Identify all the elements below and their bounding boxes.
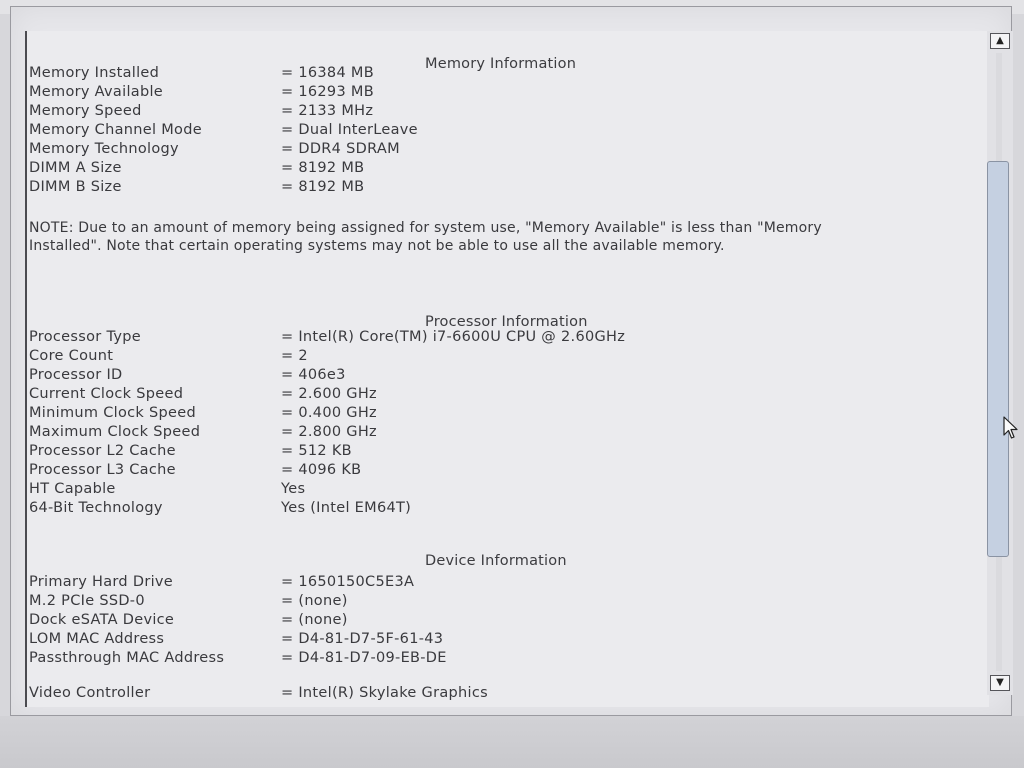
row-value: = (none) xyxy=(281,593,348,609)
row-label: Memory Speed xyxy=(29,103,142,119)
row-label: Processor L3 Cache xyxy=(29,462,176,478)
row-label: 64-Bit Technology xyxy=(29,500,163,516)
row-label: Maximum Clock Speed xyxy=(29,424,201,440)
row-value: = 8192 MB xyxy=(281,179,365,195)
row-label: Memory Technology xyxy=(29,141,179,157)
system-information-panel xyxy=(10,6,1012,716)
vertical-scrollbar[interactable] xyxy=(987,31,1013,695)
row-label: Core Count xyxy=(29,348,114,364)
row-value: = 16384 MB xyxy=(281,65,374,81)
row-value: = 16293 MB xyxy=(281,84,374,100)
row-value: = 4096 KB xyxy=(281,462,362,478)
row-value: = Intel(R) Skylake Graphics xyxy=(281,685,488,701)
row-label: Primary Hard Drive xyxy=(29,574,174,590)
memory-section-title: Memory Information xyxy=(425,56,577,72)
row-label: DIMM A Size xyxy=(29,160,122,176)
row-label: Processor ID xyxy=(29,367,123,383)
row-label: Processor Type xyxy=(29,329,141,345)
device-section-title: Device Information xyxy=(425,553,567,569)
row-value: = Intel(R) Core(TM) i7-6600U CPU @ 2.60GHz xyxy=(281,329,626,345)
row-value: = 8192 MB xyxy=(281,160,365,176)
row-value: = 512 KB xyxy=(281,443,352,459)
row-value: Yes (Intel EM64T) xyxy=(281,500,412,516)
row-value: = 2.800 GHz xyxy=(281,424,377,440)
row-value: = 1650150C5E3A xyxy=(281,574,415,590)
row-value: = Dual InterLeave xyxy=(281,122,418,138)
row-value: = 2 xyxy=(281,348,308,364)
row-label: DIMM B Size xyxy=(29,179,122,195)
row-value: = 2.600 GHz xyxy=(281,386,377,402)
content-area xyxy=(25,31,989,707)
screen-bottom-bezel xyxy=(0,716,1024,768)
row-label: Minimum Clock Speed xyxy=(29,405,196,421)
row-label: Dock eSATA Device xyxy=(29,612,175,628)
row-value: = 2133 MHz xyxy=(281,103,374,119)
scroll-thumb[interactable] xyxy=(987,161,1009,557)
scroll-down-button[interactable] xyxy=(990,675,1010,691)
row-label: Current Clock Speed xyxy=(29,386,184,402)
row-value: = D4-81-D7-09-EB-DE xyxy=(281,650,447,666)
row-value: = D4-81-D7-5F-61-43 xyxy=(281,631,444,647)
row-label: HT Capable xyxy=(29,481,116,497)
row-label: Passthrough MAC Address xyxy=(29,650,225,666)
row-value: Yes xyxy=(281,481,306,497)
row-value: = (none) xyxy=(281,612,348,628)
row-value: = 406e3 xyxy=(281,367,346,383)
row-label: Memory Available xyxy=(29,84,164,100)
row-label: LOM MAC Address xyxy=(29,631,165,647)
row-label: Memory Channel Mode xyxy=(29,122,202,138)
memory-note: NOTE: Due to an amount of memory being assigned for system use, "Memory Available" is less than "Memory Installed". Note that certain operating systems may not be able to use all the available memory. xyxy=(29,220,822,254)
arrow-down-icon: ▼ xyxy=(996,677,1004,688)
row-label: Video Controller xyxy=(29,685,151,701)
row-value: = DDR4 SDRAM xyxy=(281,141,400,157)
processor-section-title: Processor Information xyxy=(425,314,588,330)
row-value: = 0.400 GHz xyxy=(281,405,377,421)
row-label: Processor L2 Cache xyxy=(29,443,176,459)
scroll-up-button[interactable] xyxy=(990,33,1010,49)
arrow-up-icon: ▲ xyxy=(996,35,1004,46)
mouse-pointer-icon xyxy=(1003,416,1019,440)
row-label: M.2 PCIe SSD-0 xyxy=(29,593,145,609)
row-label: Memory Installed xyxy=(29,65,160,81)
